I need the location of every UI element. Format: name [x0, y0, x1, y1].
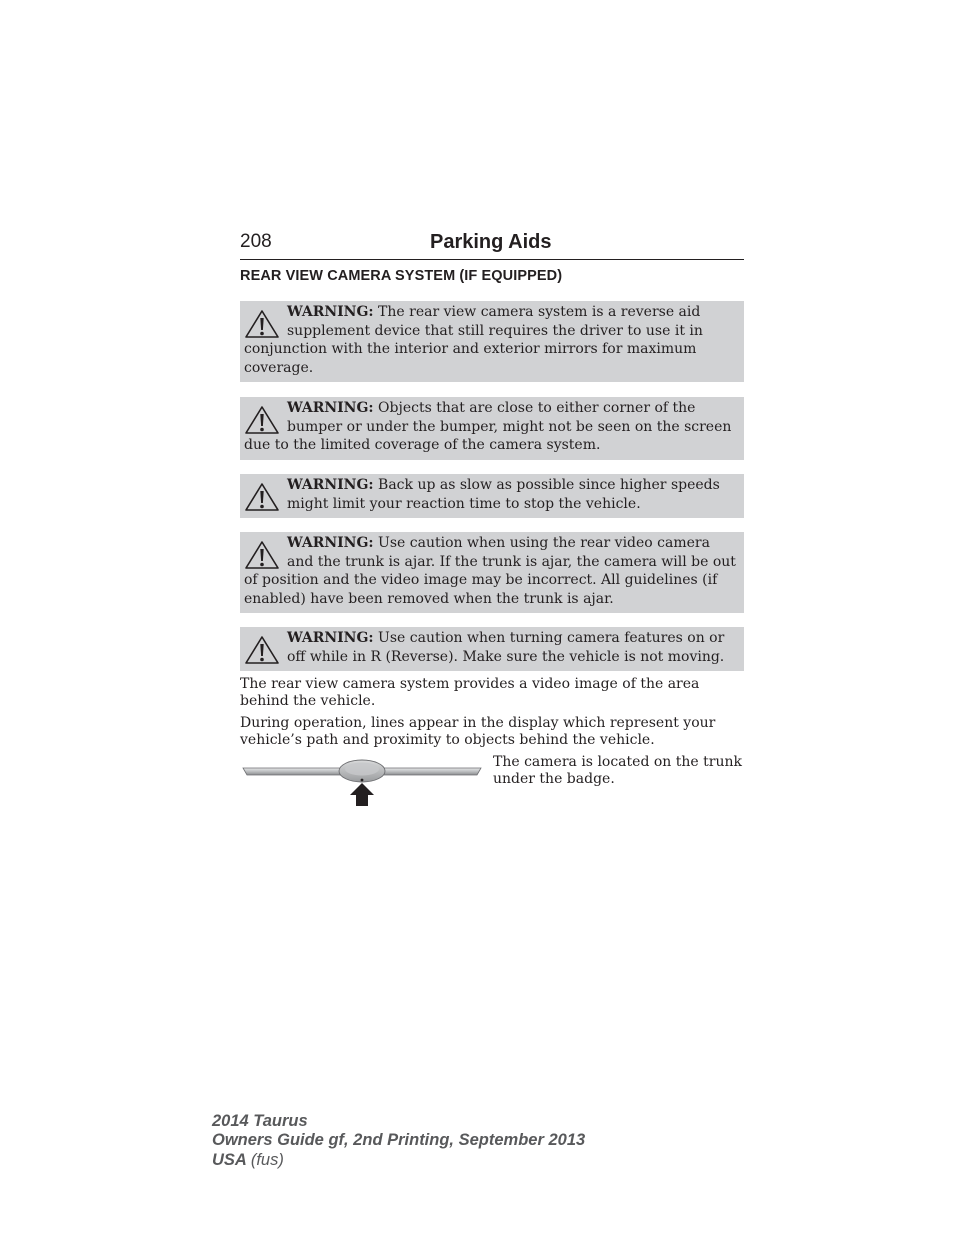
warning-text: Use caution when turning camera features on or off while in R (Reverse). Make sure the vehicle is not moving.: [287, 630, 725, 665]
warning-triangle-icon: [244, 405, 280, 435]
warning-label: WARNING:: [287, 535, 374, 551]
warning-box: [240, 397, 744, 460]
page-header: [240, 229, 744, 260]
warning-triangle-icon: [244, 482, 280, 512]
warning-label: WARNING:: [287, 477, 374, 493]
section-heading: REAR VIEW CAMERA SYSTEM (IF EQUIPPED): [240, 268, 563, 284]
warning-box: [240, 532, 744, 613]
body-paragraph: During operation, lines appear in the display which represent your vehicle’s path and proximity to objects behind the vehicle.: [240, 715, 716, 748]
arrow-up-icon: [350, 783, 374, 806]
body-paragraph: The rear view camera system provides a video image of the area behind the vehicle.: [240, 676, 700, 709]
chapter-title: Parking Aids: [430, 231, 552, 253]
warning-text: Use caution when using the rear video camera and the trunk is ajar. If the trunk is ajar, the camera will be out of position and the video image may be incorrect. All guidelines (if enabled) have been removed when the trunk is ajar.: [244, 535, 736, 607]
footer-edition: Owners Guide gf, 2nd Printing, September 2013: [212, 1131, 586, 1150]
warning-text: The rear view camera system is a reverse aid supplement device that still requires the driver to use it in conjunction with the interior and exterior mirrors for maximum coverage.: [244, 304, 703, 376]
warning-box: [240, 301, 744, 382]
warning-label: WARNING:: [287, 630, 374, 646]
footer-region: [212, 1151, 585, 1170]
page-number: 208: [240, 231, 272, 252]
document-footer: [212, 1112, 585, 1170]
warning-text: Objects that are close to either corner of the bumper or under the bumper, might not be seen on the screen due to the limited coverage of the camera system.: [244, 400, 732, 454]
footer-region-suffix: (fus): [250, 1150, 284, 1169]
trunk-badge-illustration: [241, 757, 484, 809]
footer-region-code: USA: [212, 1150, 247, 1169]
warning-label: WARNING:: [287, 304, 374, 320]
footer-model: 2014 Taurus: [212, 1112, 308, 1130]
warning-triangle-icon: [244, 540, 280, 570]
warning-box: [240, 474, 744, 518]
camera-caption: The camera is located on the trunk under the badge.: [493, 754, 742, 787]
warning-label: WARNING:: [287, 400, 374, 416]
warning-box: [240, 627, 744, 671]
warning-triangle-icon: [244, 309, 280, 339]
warning-text: Back up as slow as possible since higher speeds might limit your reaction time to stop the vehicle.: [287, 477, 720, 512]
warning-triangle-icon: [244, 635, 280, 665]
